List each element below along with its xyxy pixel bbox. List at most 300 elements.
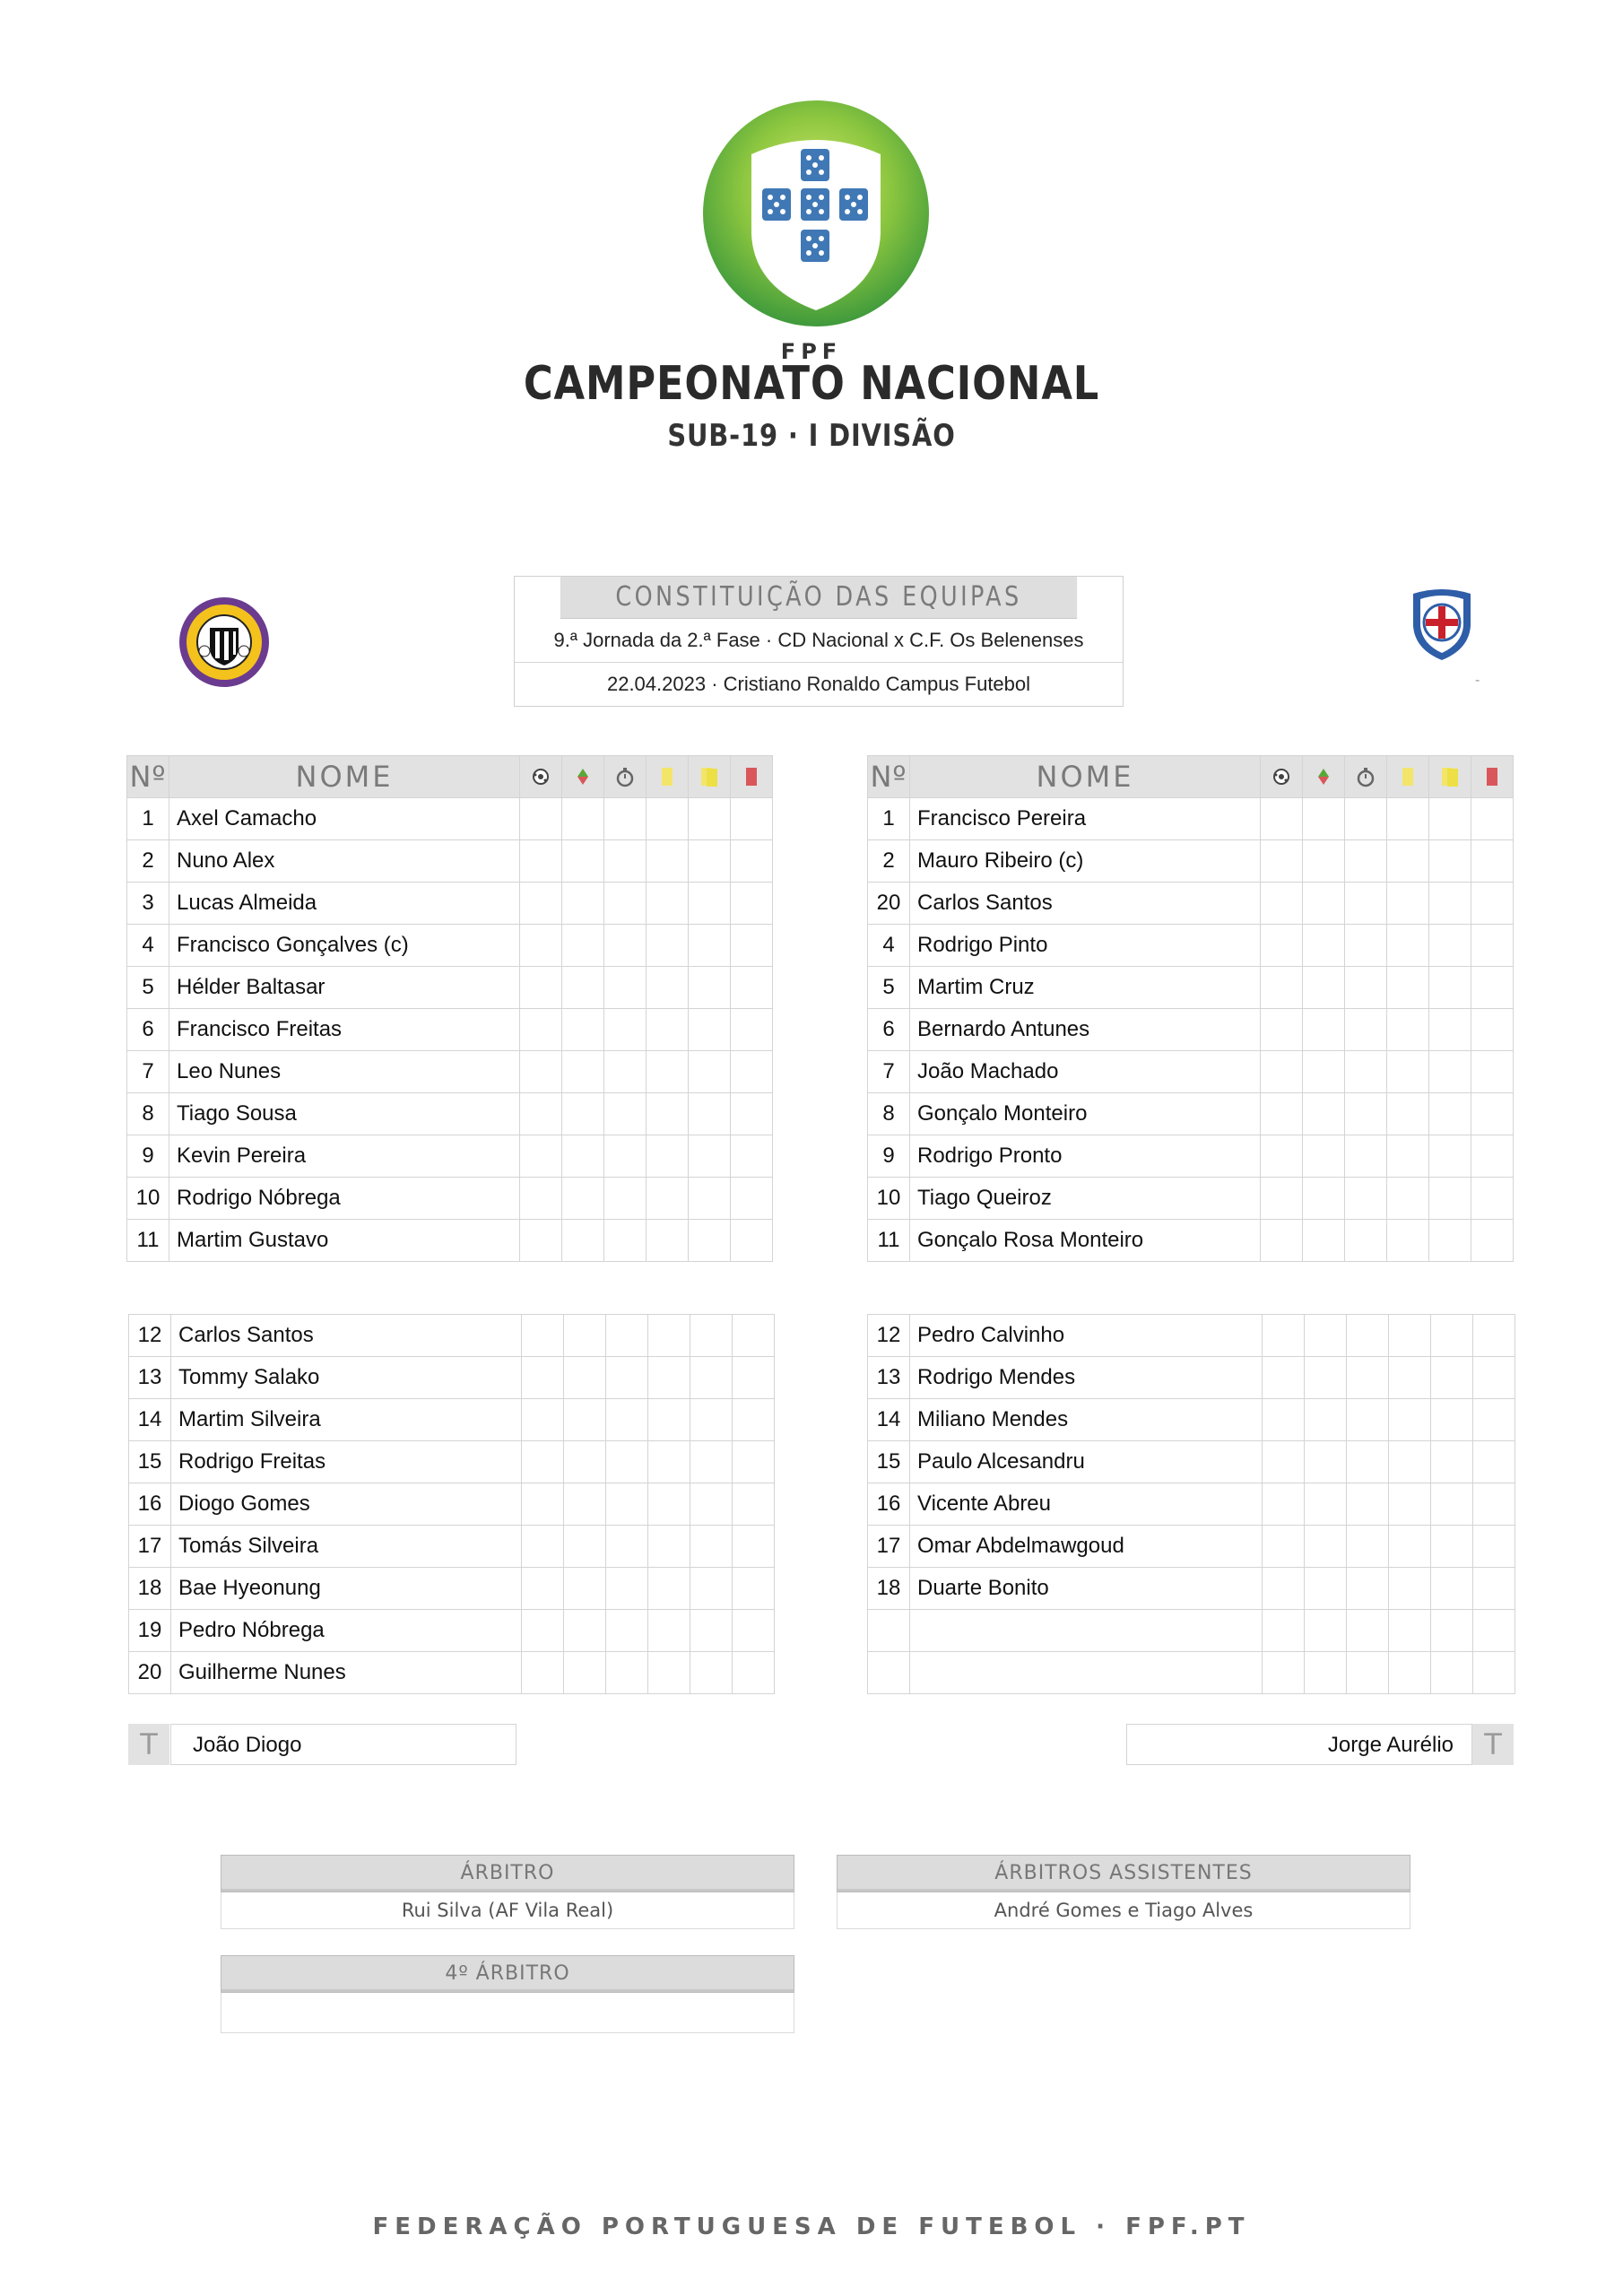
player-number: 14 (868, 1399, 910, 1441)
event-cell (1473, 1441, 1515, 1483)
event-cell (647, 925, 689, 967)
competition-title: CAMPEONATO NACIONAL (523, 357, 1100, 411)
event-cell (1387, 840, 1429, 883)
event-cell (564, 1652, 606, 1694)
player-row (868, 883, 1514, 925)
event-cell (522, 1399, 564, 1441)
event-cell (1305, 1652, 1347, 1694)
event-cell (522, 1610, 564, 1652)
event-cell (520, 883, 562, 925)
red-card-icon (744, 766, 759, 787)
referee-label: ÁRBITRO (221, 1855, 794, 1892)
event-cell (1431, 1652, 1473, 1694)
event-cell (1261, 798, 1303, 840)
event-cell (1263, 1568, 1305, 1610)
player-row (127, 1093, 773, 1135)
player-name: Rodrigo Pronto (910, 1135, 1261, 1178)
player-row (868, 1399, 1515, 1441)
assistant-referees-value: André Gomes e Tiago Alves (837, 1892, 1410, 1929)
substitution-icon (572, 766, 594, 787)
match-info-heading: CONSTITUIÇÃO DAS EQUIPAS (560, 577, 1077, 619)
event-cell (604, 1009, 647, 1051)
player-row (868, 967, 1514, 1009)
player-number: 15 (129, 1441, 171, 1483)
event-cell (1303, 883, 1345, 925)
player-name: Rodrigo Pinto (910, 925, 1261, 967)
event-cell (647, 1009, 689, 1051)
goal-col-header (1261, 756, 1303, 798)
event-cell (1345, 925, 1387, 967)
player-name: Rodrigo Freitas (171, 1441, 522, 1483)
player-number: 6 (868, 1009, 910, 1051)
event-cell (606, 1652, 648, 1694)
event-cell (604, 883, 647, 925)
event-cell (562, 840, 604, 883)
player-row (868, 840, 1514, 883)
event-cell (522, 1526, 564, 1568)
event-cell (648, 1568, 690, 1610)
player-row (127, 883, 773, 925)
event-cell (1263, 1526, 1305, 1568)
event-cell (731, 1135, 773, 1178)
event-cell (689, 1009, 731, 1051)
event-cell (690, 1483, 733, 1526)
event-cell (1429, 1220, 1471, 1262)
player-name: Hélder Baltasar (169, 967, 520, 1009)
event-cell (647, 967, 689, 1009)
event-cell (690, 1357, 733, 1399)
event-cell (1387, 883, 1429, 925)
event-cell (606, 1610, 648, 1652)
event-cell (1347, 1399, 1389, 1441)
event-cell (564, 1315, 606, 1357)
home-starters-table (126, 755, 773, 1262)
event-cell (1305, 1483, 1347, 1526)
event-cell (648, 1483, 690, 1526)
event-cell (1387, 925, 1429, 967)
player-name: Duarte Bonito (910, 1568, 1263, 1610)
event-cell (1303, 1220, 1345, 1262)
event-cell (1261, 883, 1303, 925)
event-cell (689, 1093, 731, 1135)
event-cell (648, 1652, 690, 1694)
event-cell (564, 1357, 606, 1399)
event-cell (1471, 1135, 1514, 1178)
event-cell (562, 1220, 604, 1262)
player-row (127, 840, 773, 883)
home-substitutes-table (128, 1314, 775, 1694)
player-name: Gonçalo Rosa Monteiro (910, 1220, 1261, 1262)
player-row (129, 1483, 775, 1526)
event-cell (520, 1093, 562, 1135)
double-yellow-col-header (689, 756, 731, 798)
event-cell (1263, 1441, 1305, 1483)
event-cell (562, 1009, 604, 1051)
event-cell (520, 1135, 562, 1178)
player-name: Miliano Mendes (910, 1399, 1263, 1441)
event-cell (1429, 925, 1471, 967)
player-number: 7 (868, 1051, 910, 1093)
event-cell (1345, 840, 1387, 883)
event-cell (1305, 1441, 1347, 1483)
event-cell (604, 840, 647, 883)
red-card-col-header (731, 756, 773, 798)
event-cell (522, 1315, 564, 1357)
event-cell (606, 1568, 648, 1610)
time-col-header (604, 756, 647, 798)
event-cell (1429, 1009, 1471, 1051)
event-cell (562, 798, 604, 840)
event-cell (1345, 883, 1387, 925)
event-cell (1429, 1135, 1471, 1178)
event-cell (604, 1178, 647, 1220)
event-cell (733, 1526, 775, 1568)
player-number: 1 (868, 798, 910, 840)
event-cell (1473, 1399, 1515, 1441)
event-cell (731, 883, 773, 925)
event-cell (731, 1178, 773, 1220)
player-row (129, 1315, 775, 1357)
player-name: Guilherme Nunes (171, 1652, 522, 1694)
player-number: 20 (868, 883, 910, 925)
event-cell (604, 1135, 647, 1178)
competition-subtitle: SUB-19 · I DIVISÃO (667, 418, 956, 454)
page-footer: FEDERAÇÃO PORTUGUESA DE FUTEBOL · FPF.PT (372, 2213, 1251, 2240)
yellow-card-icon (1401, 766, 1415, 787)
yellow-card-col-header (1387, 756, 1429, 798)
event-cell (1471, 798, 1514, 840)
substitution-icon (1313, 766, 1334, 787)
event-cell (606, 1483, 648, 1526)
player-number: 18 (129, 1568, 171, 1610)
event-cell (520, 1220, 562, 1262)
event-cell (1473, 1568, 1515, 1610)
event-cell (733, 1652, 775, 1694)
fpf-label: FPF (780, 339, 843, 364)
player-row (127, 1135, 773, 1178)
away-coach-name: Jorge Aurélio (1126, 1724, 1472, 1765)
event-cell (562, 1051, 604, 1093)
event-cell (520, 1051, 562, 1093)
event-cell (1347, 1610, 1389, 1652)
event-cell (1305, 1399, 1347, 1441)
player-name: Bernardo Antunes (910, 1009, 1261, 1051)
player-number (868, 1610, 910, 1652)
player-number: 17 (868, 1526, 910, 1568)
event-cell (1263, 1652, 1305, 1694)
player-name: Paulo Alcesandru (910, 1441, 1263, 1483)
name-col-header: NOME (169, 756, 520, 798)
goal-col-header (520, 756, 562, 798)
event-cell (1387, 1093, 1429, 1135)
event-cell (564, 1399, 606, 1441)
event-cell (564, 1483, 606, 1526)
yellow-card-col-header (647, 756, 689, 798)
player-name: Martim Cruz (910, 967, 1261, 1009)
player-name: Rodrigo Mendes (910, 1357, 1263, 1399)
player-row (127, 925, 773, 967)
number-col-header: Nº (868, 756, 910, 798)
player-row (868, 925, 1514, 967)
player-name: Gonçalo Monteiro (910, 1093, 1261, 1135)
player-name: Martim Gustavo (169, 1220, 520, 1262)
substitution-col-header (1303, 756, 1345, 798)
competition-logo (699, 99, 933, 332)
player-row (868, 1568, 1515, 1610)
player-name: Martim Silveira (171, 1399, 522, 1441)
event-cell (1431, 1441, 1473, 1483)
event-cell (1263, 1610, 1305, 1652)
event-cell (1473, 1357, 1515, 1399)
event-cell (1471, 883, 1514, 925)
event-cell (1303, 925, 1345, 967)
event-cell (731, 1051, 773, 1093)
event-cell (689, 1051, 731, 1093)
player-name: Tomás Silveira (171, 1526, 522, 1568)
number-col-header: Nº (127, 756, 169, 798)
event-cell (733, 1357, 775, 1399)
player-number: 4 (868, 925, 910, 967)
player-row (127, 1220, 773, 1262)
player-number: 10 (868, 1178, 910, 1220)
event-cell (647, 1178, 689, 1220)
event-cell (731, 1009, 773, 1051)
event-cell (689, 925, 731, 967)
event-cell (690, 1610, 733, 1652)
event-cell (731, 1093, 773, 1135)
event-cell (606, 1357, 648, 1399)
event-cell (562, 883, 604, 925)
event-cell (1345, 1135, 1387, 1178)
event-cell (604, 967, 647, 1009)
event-cell (648, 1526, 690, 1568)
event-cell (604, 1093, 647, 1135)
event-cell (647, 883, 689, 925)
event-cell (733, 1441, 775, 1483)
player-number: 13 (868, 1357, 910, 1399)
event-cell (1261, 1093, 1303, 1135)
event-cell (689, 840, 731, 883)
double-yellow-col-header (1429, 756, 1471, 798)
player-row (127, 1009, 773, 1051)
event-cell (1429, 1051, 1471, 1093)
event-cell (522, 1357, 564, 1399)
stopwatch-icon (1356, 766, 1376, 787)
event-cell (604, 1220, 647, 1262)
event-cell (1471, 1220, 1514, 1262)
event-cell (562, 967, 604, 1009)
event-cell (522, 1652, 564, 1694)
player-row (129, 1357, 775, 1399)
red-card-col-header (1471, 756, 1514, 798)
event-cell (1261, 925, 1303, 967)
event-cell (1347, 1526, 1389, 1568)
player-number: 9 (127, 1135, 169, 1178)
event-cell (606, 1526, 648, 1568)
event-cell (733, 1568, 775, 1610)
player-number: 8 (127, 1093, 169, 1135)
event-cell (1387, 1135, 1429, 1178)
event-cell (1429, 883, 1471, 925)
event-cell (604, 798, 647, 840)
yellow-card-icon (660, 766, 674, 787)
event-cell (1389, 1652, 1431, 1694)
fourth-referee-label: 4º ÁRBITRO (221, 1955, 794, 1993)
event-cell (647, 1093, 689, 1135)
event-cell (1345, 1220, 1387, 1262)
event-cell (606, 1441, 648, 1483)
player-row (868, 1051, 1514, 1093)
player-name: Vicente Abreu (910, 1483, 1263, 1526)
player-row (129, 1399, 775, 1441)
event-cell (1347, 1315, 1389, 1357)
event-cell (733, 1610, 775, 1652)
time-col-header (1345, 756, 1387, 798)
home-team-crest (178, 596, 271, 689)
event-cell (731, 798, 773, 840)
player-number: 3 (127, 883, 169, 925)
event-cell (1429, 798, 1471, 840)
event-cell (1471, 967, 1514, 1009)
event-cell (520, 1178, 562, 1220)
away-coach-label: T (1472, 1724, 1514, 1765)
event-cell (731, 840, 773, 883)
event-cell (647, 1220, 689, 1262)
event-cell (1261, 1135, 1303, 1178)
event-cell (1473, 1610, 1515, 1652)
event-cell (689, 883, 731, 925)
player-number: 2 (868, 840, 910, 883)
event-cell (648, 1441, 690, 1483)
player-row (868, 1652, 1515, 1694)
player-name: Carlos Santos (910, 883, 1261, 925)
event-cell (731, 1220, 773, 1262)
event-cell (689, 1135, 731, 1178)
player-row (868, 1441, 1515, 1483)
player-number: 12 (129, 1315, 171, 1357)
event-cell (689, 798, 731, 840)
event-cell (1389, 1568, 1431, 1610)
event-cell (690, 1652, 733, 1694)
event-cell (690, 1568, 733, 1610)
event-cell (1261, 840, 1303, 883)
player-number: 4 (127, 925, 169, 967)
player-number: 16 (868, 1483, 910, 1526)
event-cell (1429, 1178, 1471, 1220)
player-number: 11 (127, 1220, 169, 1262)
player-name: Tiago Queiroz (910, 1178, 1261, 1220)
player-row (868, 1009, 1514, 1051)
away-starters-table (867, 755, 1514, 1262)
event-cell (1431, 1315, 1473, 1357)
player-row (868, 1220, 1514, 1262)
player-number: 6 (127, 1009, 169, 1051)
event-cell (1471, 840, 1514, 883)
event-cell (1305, 1526, 1347, 1568)
event-cell (733, 1399, 775, 1441)
event-cell (1471, 1178, 1514, 1220)
event-cell (606, 1399, 648, 1441)
home-coach-label: T (128, 1724, 169, 1765)
away-substitutes-table (867, 1314, 1515, 1694)
substitution-col-header (562, 756, 604, 798)
event-cell (1347, 1652, 1389, 1694)
event-cell (520, 840, 562, 883)
player-number: 14 (129, 1399, 171, 1441)
event-cell (520, 1009, 562, 1051)
event-cell (520, 798, 562, 840)
event-cell (1263, 1483, 1305, 1526)
event-cell (1263, 1357, 1305, 1399)
event-cell (1261, 1051, 1303, 1093)
player-name: Omar Abdelmawgoud (910, 1526, 1263, 1568)
player-number: 9 (868, 1135, 910, 1178)
event-cell (522, 1441, 564, 1483)
event-cell (1431, 1399, 1473, 1441)
player-row (868, 1610, 1515, 1652)
event-cell (1261, 1009, 1303, 1051)
away-team-crest (1410, 587, 1474, 662)
match-info-round: 9.ª Jornada da 2.ª Fase · CD Nacional x C.F. Os Belenenses (553, 629, 1084, 651)
event-cell (1347, 1483, 1389, 1526)
event-cell (647, 840, 689, 883)
player-number: 19 (129, 1610, 171, 1652)
player-number: 7 (127, 1051, 169, 1093)
event-cell (648, 1357, 690, 1399)
event-cell (690, 1526, 733, 1568)
player-number: 18 (868, 1568, 910, 1610)
event-cell (1347, 1357, 1389, 1399)
event-cell (520, 925, 562, 967)
event-cell (1303, 840, 1345, 883)
player-name: Kevin Pereira (169, 1135, 520, 1178)
event-cell (1347, 1568, 1389, 1610)
event-cell (1345, 967, 1387, 1009)
player-name: Francisco Pereira (910, 798, 1261, 840)
player-number: 12 (868, 1315, 910, 1357)
event-cell (1471, 1009, 1514, 1051)
player-name (910, 1610, 1263, 1652)
event-cell (564, 1568, 606, 1610)
event-cell (1303, 1051, 1345, 1093)
player-name (910, 1652, 1263, 1694)
event-cell (522, 1483, 564, 1526)
player-row (868, 1483, 1515, 1526)
event-cell (1387, 1009, 1429, 1051)
player-name: Pedro Nóbrega (171, 1610, 522, 1652)
player-row (127, 1051, 773, 1093)
event-cell (1387, 967, 1429, 1009)
player-row (868, 1178, 1514, 1220)
event-cell (1473, 1652, 1515, 1694)
event-cell (648, 1315, 690, 1357)
player-name: Francisco Freitas (169, 1009, 520, 1051)
away-crest-dash: - (1475, 673, 1480, 688)
home-coach-name: João Diogo (170, 1724, 516, 1765)
event-cell (1431, 1568, 1473, 1610)
event-cell (689, 1220, 731, 1262)
event-cell (1303, 1093, 1345, 1135)
event-cell (562, 1135, 604, 1178)
player-name: Mauro Ribeiro (c) (910, 840, 1261, 883)
player-name: Tiago Sousa (169, 1093, 520, 1135)
event-cell (1471, 1093, 1514, 1135)
referee-value: Rui Silva (AF Vila Real) (221, 1892, 794, 1929)
event-cell (648, 1610, 690, 1652)
event-cell (1303, 1135, 1345, 1178)
player-row (868, 1526, 1515, 1568)
event-cell (1263, 1315, 1305, 1357)
